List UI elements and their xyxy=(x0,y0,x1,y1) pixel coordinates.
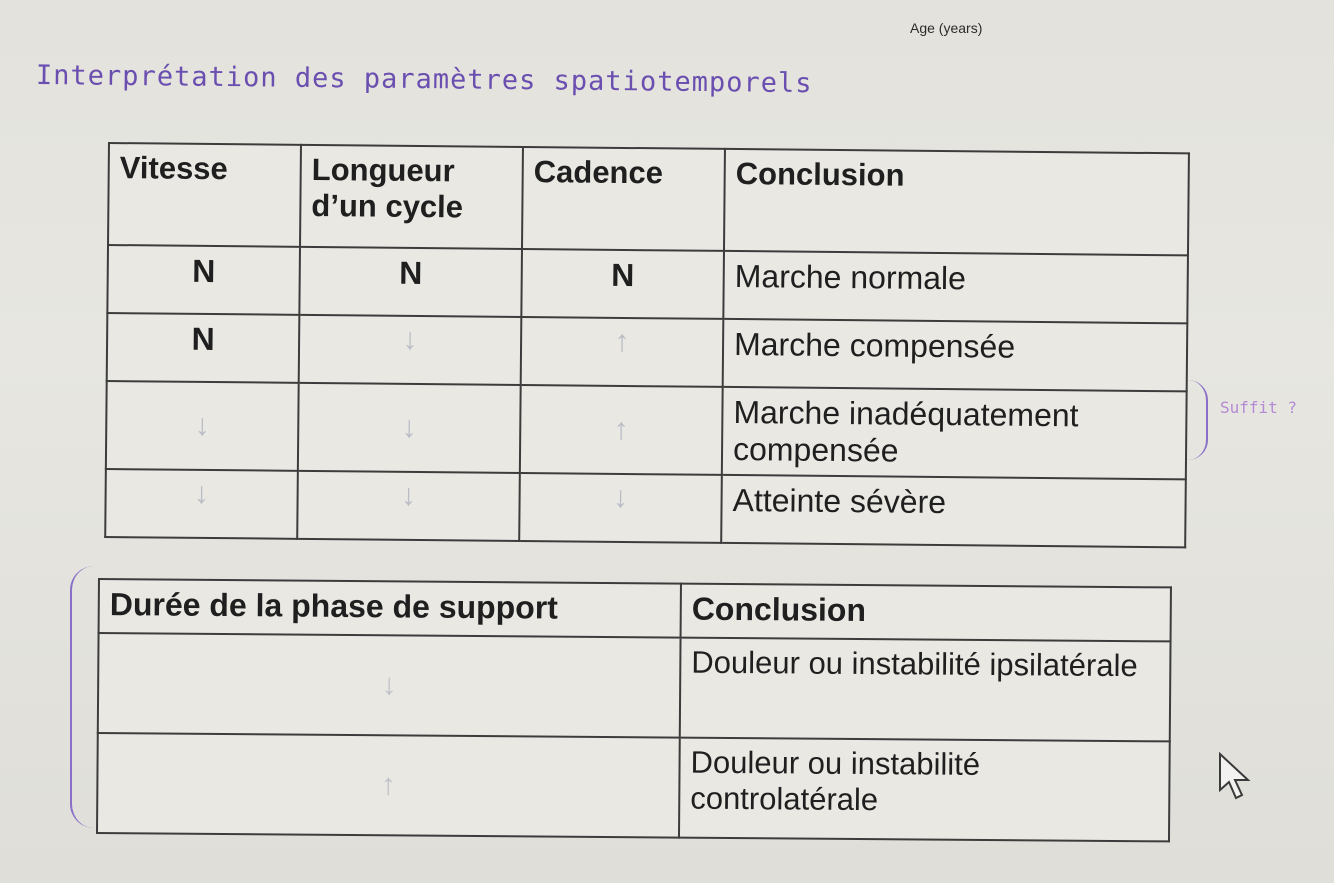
cell-conclusion: Marche inadéquatement compensée xyxy=(722,387,1187,479)
table-row xyxy=(107,245,1188,323)
cell-vitesse: ↓ xyxy=(105,469,298,539)
header-cadence: Cadence xyxy=(522,147,725,251)
cell-vitesse: N xyxy=(107,245,300,315)
header-vitesse: Vitesse xyxy=(108,143,301,247)
header-duree: Durée de la phase de support xyxy=(99,579,681,638)
spatiotemporal-table xyxy=(104,142,1190,548)
handwritten-title: Interprétation des paramètres spatiotemporels xyxy=(35,60,813,100)
table-row xyxy=(98,633,1171,741)
cell-conclusion: Marche normale xyxy=(723,251,1188,323)
cell-conclusion: Douleur ou instabilité controlatérale xyxy=(679,738,1170,842)
cell-duree: ↓ xyxy=(98,633,681,738)
cell-longueur: ↓ xyxy=(299,315,522,385)
table-row xyxy=(107,313,1188,391)
cell-cadence: ↓ xyxy=(519,473,722,543)
cell-conclusion: Marche compensée xyxy=(723,319,1188,391)
right-brace xyxy=(1188,380,1208,460)
table-row xyxy=(106,381,1187,479)
header-conclusion: Conclusion xyxy=(681,584,1171,642)
mouse-cursor-icon xyxy=(1218,752,1254,802)
cell-conclusion: Douleur ou instabilité ipsilatérale xyxy=(680,638,1171,742)
header-conclusion: Conclusion xyxy=(724,149,1189,255)
cell-vitesse: ↓ xyxy=(106,381,299,471)
table-header-row xyxy=(108,143,1189,255)
cell-cadence: ↑ xyxy=(521,317,724,387)
table-header-row xyxy=(99,579,1171,641)
left-brace xyxy=(70,566,94,828)
support-phase-table xyxy=(96,578,1172,842)
cell-cadence: ↑ xyxy=(520,385,723,475)
cell-longueur: N xyxy=(299,247,522,317)
margin-note: Suffit ? xyxy=(1220,398,1298,417)
cell-conclusion: Atteinte sévère xyxy=(721,475,1186,547)
cell-vitesse: N xyxy=(107,313,300,383)
cell-duree: ↑ xyxy=(97,733,680,838)
table-row xyxy=(105,469,1186,547)
table-row xyxy=(97,733,1170,841)
header-longueur: Longueur d’un cycle xyxy=(300,145,523,249)
cell-cadence: N xyxy=(521,249,724,319)
axis-label: Age (years) xyxy=(910,20,983,36)
cell-longueur: ↓ xyxy=(297,471,520,541)
cell-longueur: ↓ xyxy=(298,383,521,473)
